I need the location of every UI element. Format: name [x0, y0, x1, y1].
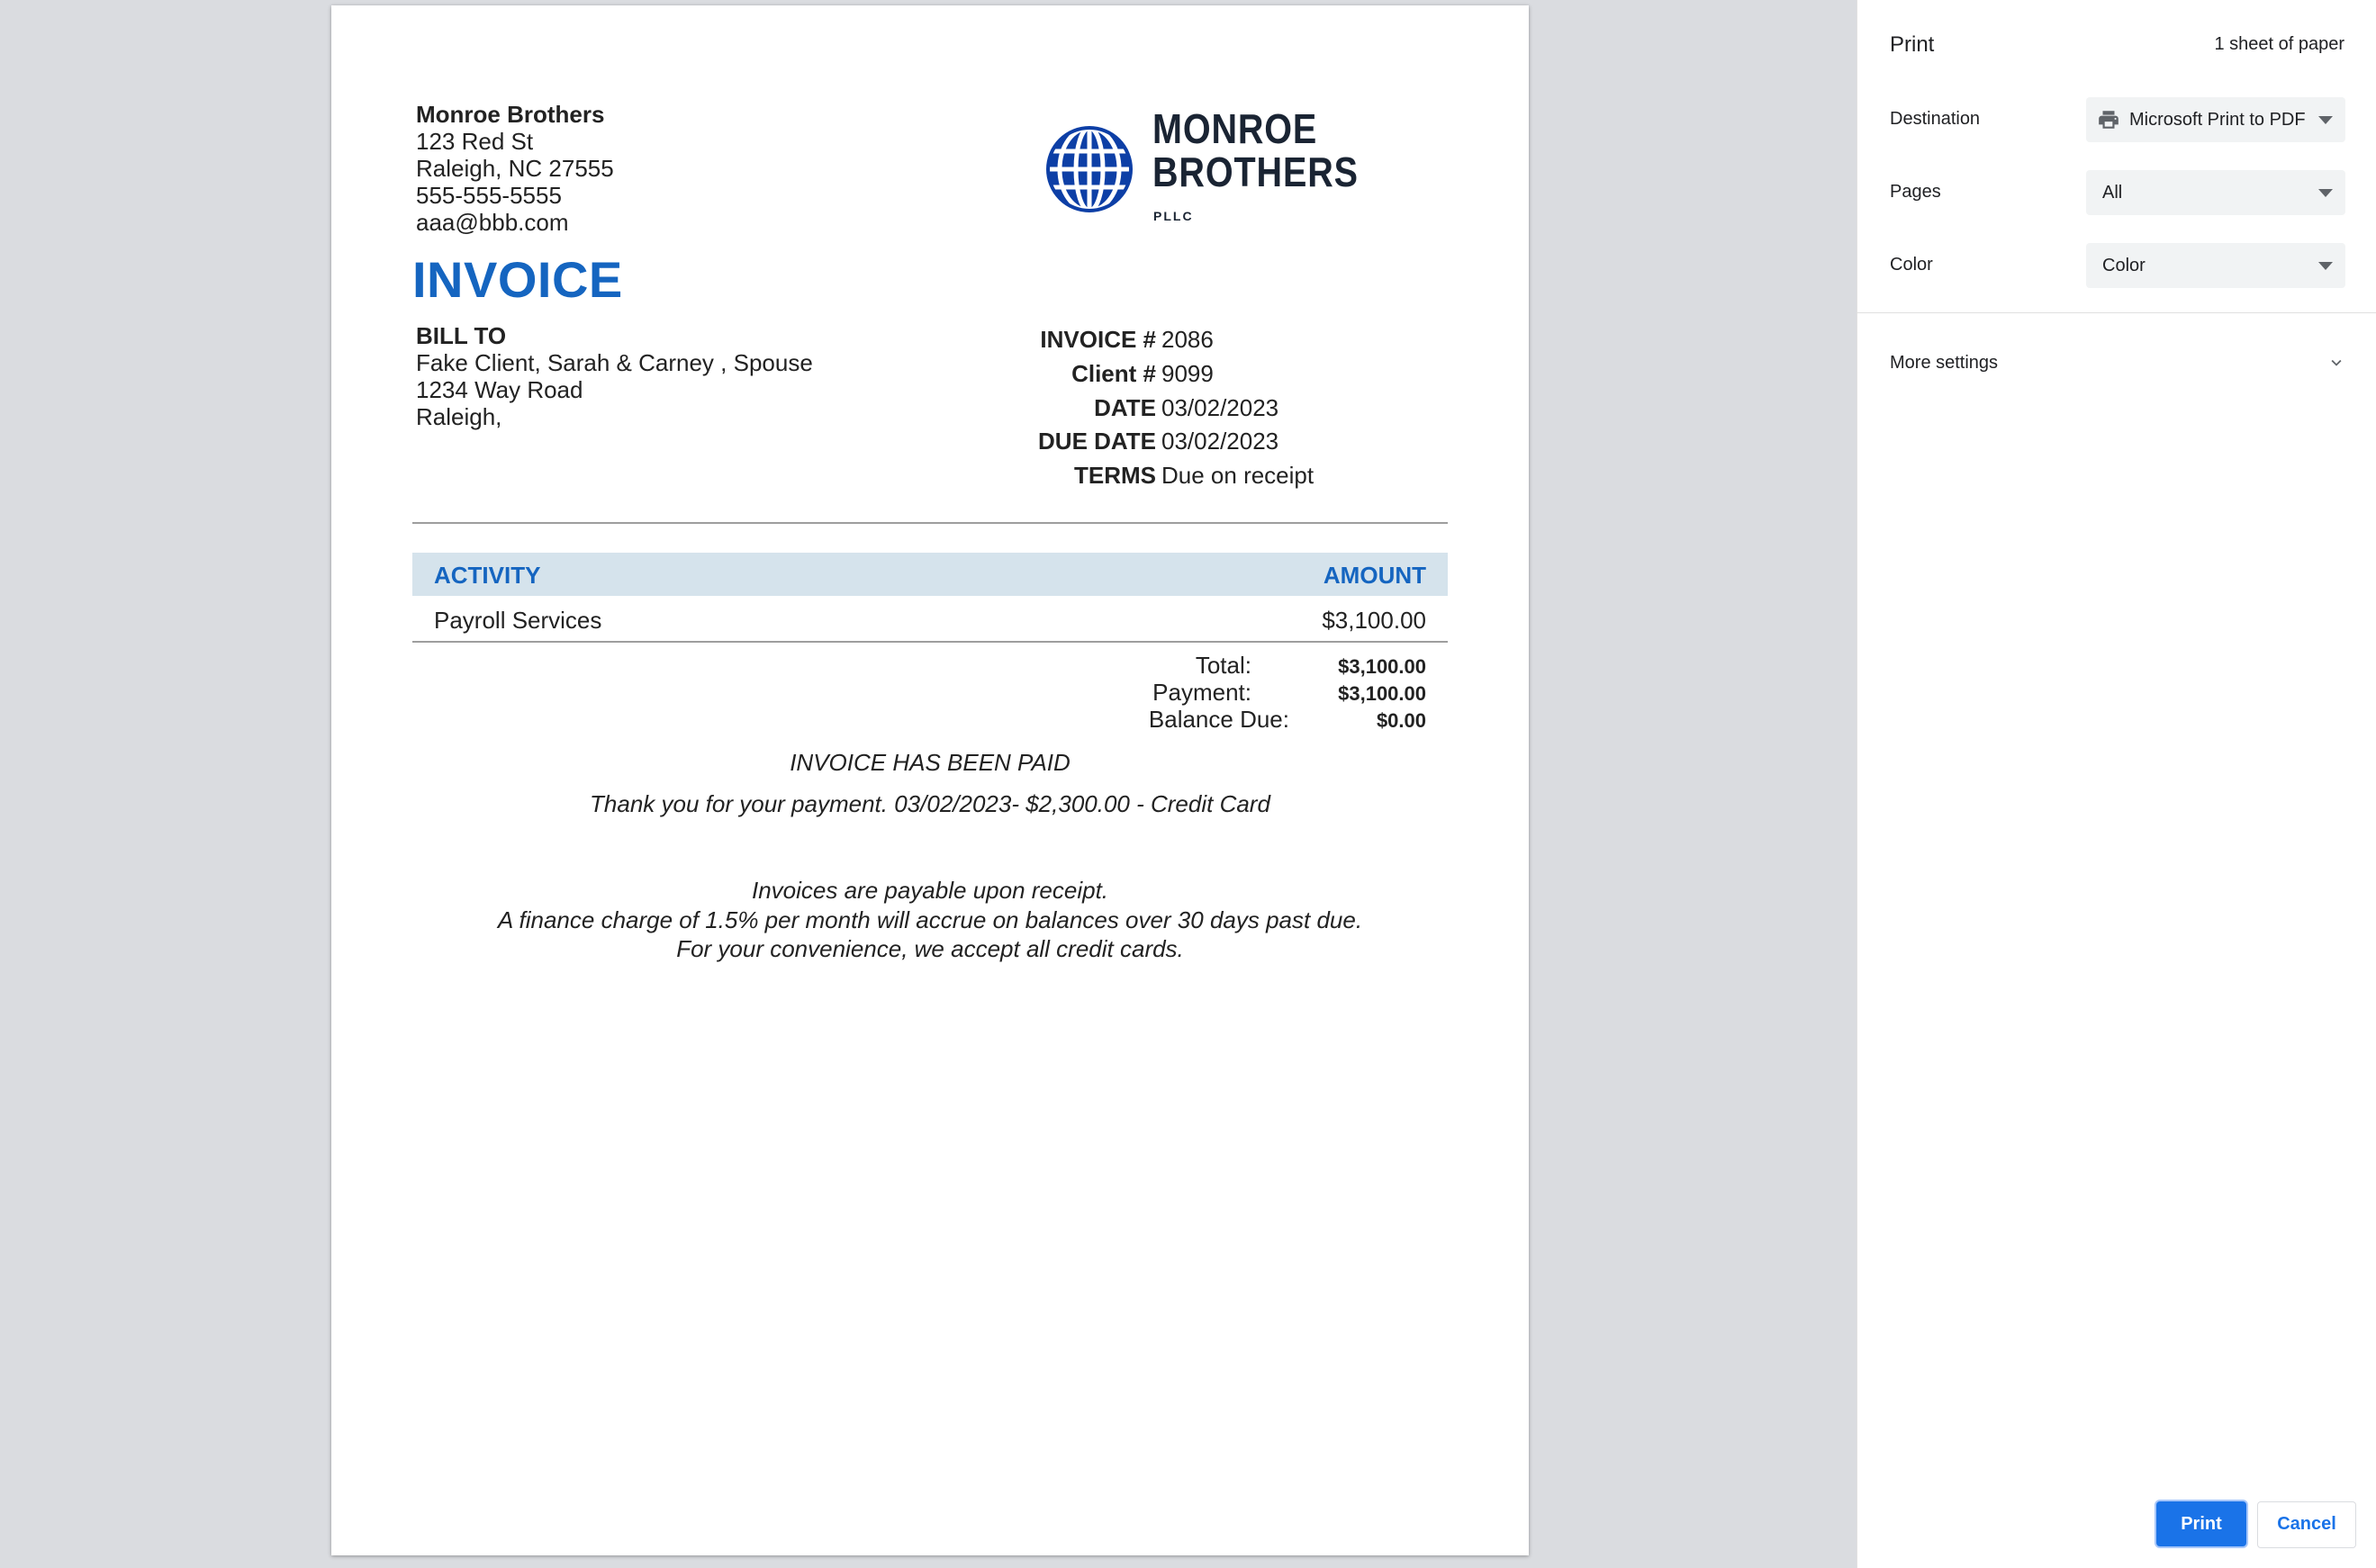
total-value: $3,100.00	[1338, 655, 1426, 678]
meta-due-date	[331, 428, 1529, 455]
logo-text-line2: BROTHERS	[1152, 149, 1359, 195]
meta-value: 9099	[1161, 360, 1214, 387]
row-amount: $3,100.00	[1322, 607, 1426, 634]
bill-to-street: 1234 Way Road	[416, 376, 583, 403]
panel-title: Print	[1890, 32, 1935, 57]
chevron-down-icon[interactable]	[2326, 353, 2346, 373]
printer-icon	[2097, 108, 2120, 131]
meta-terms	[331, 462, 1529, 489]
row-activity: Payroll Services	[434, 607, 602, 634]
bill-to-name: Fake Client, Sarah & Carney , Spouse	[416, 349, 813, 376]
destination-select[interactable]	[2086, 97, 2345, 142]
invoice-page	[331, 5, 1529, 1555]
meta-client-number	[331, 360, 1529, 387]
meta-label: DATE	[1094, 394, 1156, 421]
bill-to-city: Raleigh,	[416, 403, 502, 430]
meta-label: INVOICE #	[1040, 326, 1156, 353]
meta-value: Due on receipt	[1161, 462, 1314, 489]
meta-value: 03/02/2023	[1161, 428, 1279, 455]
print-settings-panel	[1857, 0, 2376, 1568]
seller-email: aaa@bbb.com	[416, 209, 569, 236]
seller-name: Monroe Brothers	[416, 101, 605, 128]
invoice-title: INVOICE	[412, 251, 623, 308]
color-value: Color	[2102, 256, 2146, 275]
meta-date	[331, 394, 1529, 421]
seller-phone: 555-555-5555	[416, 182, 562, 209]
caret-down-icon	[2318, 116, 2333, 124]
meta-value: 03/02/2023	[1161, 394, 1279, 421]
total-label: Total:	[1195, 652, 1251, 679]
caret-down-icon	[2318, 262, 2333, 270]
footer-line: A finance charge of 1.5% per month will accrue on balances over 30 days past due.	[497, 906, 1363, 933]
more-settings-toggle[interactable]	[1890, 353, 2344, 380]
footer-line: For your convenience, we accept all credit cards.	[676, 935, 1184, 962]
table-header	[412, 553, 1448, 596]
bill-to-label: BILL TO	[416, 322, 507, 349]
pages-value: All	[2102, 183, 2123, 203]
balance-due-label: Balance Due:	[1148, 706, 1289, 733]
sheet-count: 1 sheet of paper	[2214, 34, 2344, 54]
meta-label: DUE DATE	[1038, 428, 1156, 455]
print-button[interactable]: Print	[2156, 1501, 2246, 1546]
destination-value: Microsoft Print to PDF	[2129, 110, 2306, 130]
meta-label: TERMS	[1074, 462, 1156, 489]
divider	[412, 522, 1448, 524]
table-row	[412, 596, 1448, 643]
color-label: Color	[1890, 255, 1933, 275]
meta-label: Client #	[1071, 360, 1156, 387]
balance-due-value: $0.00	[1376, 709, 1426, 732]
paid-notice: INVOICE HAS BEEN PAID	[790, 749, 1071, 776]
more-settings-label: More settings	[1890, 353, 1999, 373]
caret-down-icon	[2318, 189, 2333, 197]
pages-select[interactable]	[2086, 170, 2345, 215]
payment-label: Payment:	[1152, 679, 1251, 706]
column-header-activity: ACTIVITY	[434, 562, 541, 589]
destination-label: Destination	[1890, 109, 1981, 129]
cancel-button[interactable]: Cancel	[2257, 1501, 2356, 1548]
divider	[1857, 312, 2376, 313]
column-header-amount: AMOUNT	[1323, 562, 1426, 589]
pages-label: Pages	[1890, 182, 1941, 202]
color-select[interactable]	[2086, 243, 2345, 288]
meta-invoice-number	[331, 326, 1529, 353]
logo-subtext: PLLC	[1153, 209, 1194, 223]
seller-street: 123 Red St	[416, 128, 534, 155]
payment-note: Thank you for your payment. 03/02/2023- $2,300.00 - Credit Card	[590, 790, 1270, 817]
payment-value: $3,100.00	[1338, 682, 1426, 705]
logo-text-line1: MONROE	[1152, 105, 1318, 152]
footer-line: Invoices are payable upon receipt.	[751, 877, 1109, 904]
meta-value: 2086	[1161, 326, 1214, 353]
seller-city: Raleigh, NC 27555	[416, 155, 614, 182]
